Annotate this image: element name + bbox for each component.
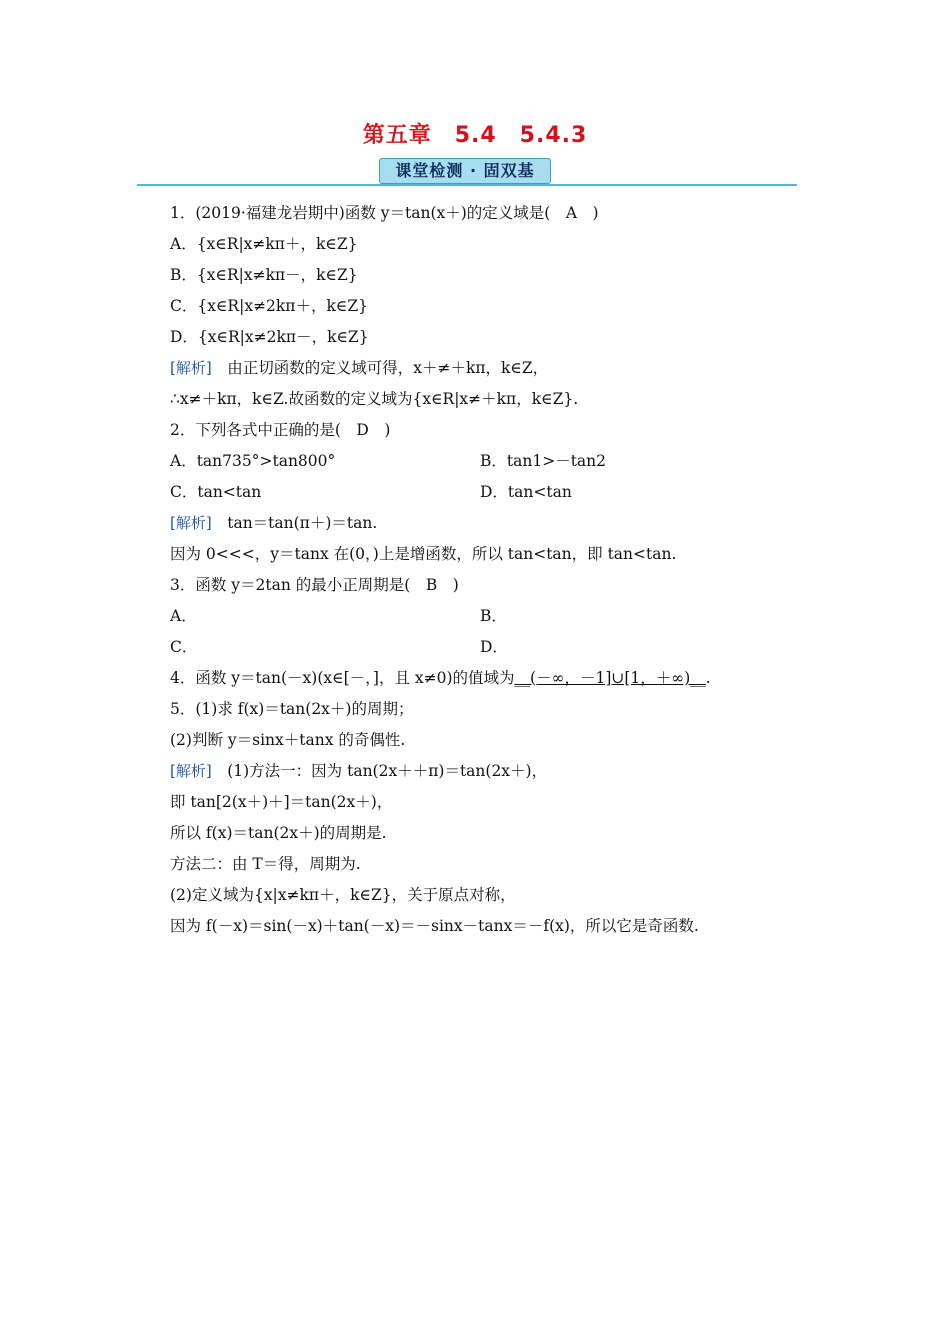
line-text: C．{x∈R|x≠2kπ＋，k∈Z} (170, 297, 368, 315)
text-line (170, 694, 810, 725)
option-line (170, 477, 810, 508)
line-text: 因为 f(－x)＝sin(－x)＋tan(－x)＝－sinx－tanx＝－f(x)，所以它是奇函数. (170, 917, 699, 935)
line-text-col2: D．tan<tan (480, 483, 572, 501)
chapter-title: 第五章 5.4 5.4.3 (362, 123, 588, 148)
banner-label: 课堂检测 · 固双基 (379, 158, 551, 184)
page-header (0, 118, 950, 149)
option-line (170, 260, 810, 291)
analysis-tag: [解析] (170, 762, 212, 780)
line-text: A． (170, 607, 197, 625)
text-line (170, 849, 810, 880)
analysis-line (170, 756, 810, 787)
banner-divider (137, 184, 797, 186)
line-text: B．{x∈R|x≠kπ－，k∈Z} (170, 266, 358, 284)
text-line (170, 818, 810, 849)
option-line (170, 291, 810, 322)
line-text: 4．函数 y＝tan(－x)(x∈[－，]，且 x≠0)的值域为 (170, 669, 515, 687)
option-line (170, 229, 810, 260)
line-text: A．{x∈R|x≠kπ＋，k∈Z} (170, 235, 358, 253)
text-line (170, 415, 810, 446)
line-text: 即 tan[2(x＋)＋]＝tan(2x＋)， (170, 793, 393, 811)
answer-blank: __(－∞，－1]∪[1，＋∞)__ (514, 669, 706, 687)
line-text: A．tan735°>tan800° (170, 452, 336, 470)
option-line (170, 322, 810, 353)
line-text: (2)判断 y＝sinx＋tanx 的奇偶性. (170, 731, 406, 749)
line-text-col2: D． (480, 638, 508, 656)
section-banner (137, 158, 797, 188)
line-text: (2)定义域为{x|x≠kπ＋，k∈Z}，关于原点对称， (170, 886, 516, 904)
text-line (170, 663, 810, 694)
option-line (170, 632, 810, 663)
option-line (170, 601, 810, 632)
line-text: 2．下列各式中正确的是( D ) (170, 421, 391, 439)
text-line (170, 570, 810, 601)
line-text: tan＝tan(π＋)＝tan. (211, 514, 378, 532)
text-line (170, 725, 810, 756)
analysis-line (170, 508, 810, 539)
exercise-content (170, 198, 810, 942)
line-text: D．{x∈R|x≠2kπ－，k∈Z} (170, 328, 369, 346)
line-text: 所以 f(x)＝tan(2x＋)的周期是. (170, 824, 387, 842)
line-text: 因为 0<<<，y＝tanx 在(0，)上是增函数，所以 tan<tan，即 tan<tan. (170, 545, 677, 563)
text-line (170, 911, 810, 942)
text-line (170, 539, 810, 570)
line-text: C．tan<tan (170, 483, 262, 501)
line-tail: . (705, 669, 711, 687)
text-line (170, 787, 810, 818)
line-text: 5．(1)求 f(x)＝tan(2x＋)的周期； (170, 700, 414, 718)
line-text: ∴x≠＋kπ，k∈Z.故函数的定义域为{x∈R|x≠＋kπ，k∈Z}. (170, 390, 579, 408)
line-text: C． (170, 638, 198, 656)
text-line (170, 880, 810, 911)
analysis-tag: [解析] (170, 359, 212, 377)
line-text: 3．函数 y＝2tan 的最小正周期是( B ) (170, 576, 459, 594)
line-text-col2: B．tan1>－tan2 (480, 452, 607, 470)
option-line (170, 446, 810, 477)
analysis-line (170, 353, 810, 384)
line-text-col2: B． (480, 607, 507, 625)
text-line (170, 384, 810, 415)
analysis-tag: [解析] (170, 514, 212, 532)
line-text: 由正切函数的定义域可得，x＋≠＋kπ，k∈Z， (211, 359, 549, 377)
line-text: 1．(2019·福建龙岩期中)函数 y＝tan(x＋)的定义域是( A ) (170, 204, 599, 222)
text-line (170, 198, 810, 229)
line-text: (1)方法一：因为 tan(2x＋＋π)＝tan(2x＋)， (211, 762, 548, 780)
line-text: 方法二：由 T＝得，周期为. (170, 855, 361, 873)
